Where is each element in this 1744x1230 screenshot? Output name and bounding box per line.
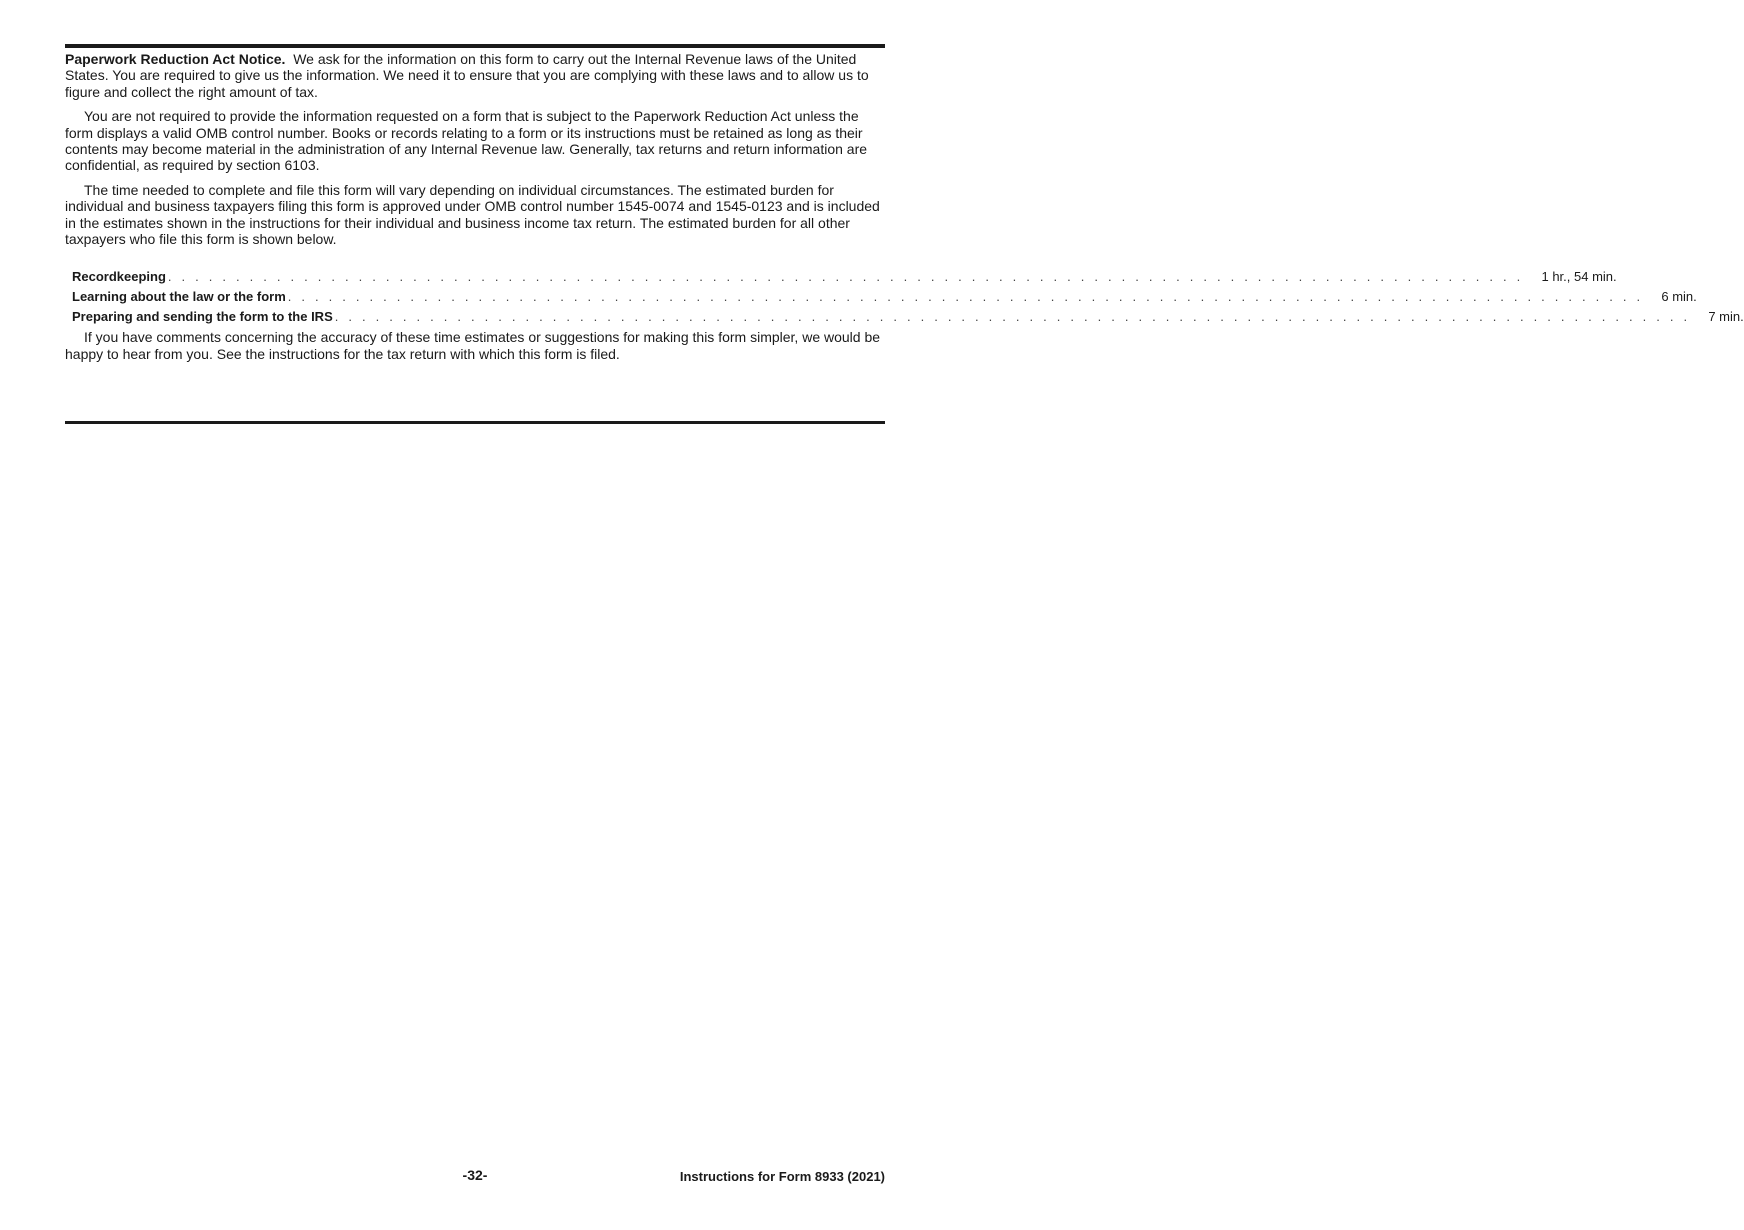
burden-label: Preparing and sending the form to the IRS (72, 309, 333, 325)
top-rule (65, 44, 885, 48)
burden-row-preparing (72, 309, 1744, 329)
burden-row-learning (72, 289, 1697, 309)
notice-heading: Paperwork Reduction Act Notice. (65, 51, 286, 67)
leader-dots: . . . . . . . . . . . . . . . . . . . . . . . . . . . . . . . . . . . . . . . . . . . . . . . . . . . . . . . . . . . . . . . . . . . . . . . . . . . . . . . . . . . . . . . . . . . . . . . . . . . . (334, 309, 1691, 325)
notice-paragraph-1 (65, 51, 887, 100)
burden-value: 7 min. (1708, 309, 1744, 325)
footer-form-title: Instructions for Form 8933 (2021) (679, 1169, 885, 1184)
notice-intro-text: We ask for the information on this form to carry out the Internal Revenue laws of the United States. You are required to give us the information. We need it to ensure that you are complying with these laws and to allow us to figure and collect the right amount of tax. (65, 51, 869, 100)
notice-paragraph-2: You are not required to provide the information requested on a form that is subject to the Paperwork Reduction Act unless the form displays a valid OMB control number. Books or records relating to a form or its instructions must be retained as long as their contents may become material in the administration of any Internal Revenue law. Generally, tax returns and return information are confidential, as required by section 6103. (65, 108, 868, 174)
leader-dots: . . . . . . . . . . . . . . . . . . . . . . . . . . . . . . . . . . . . . . . . . . . . . . . . . . . . . . . . . . . . . . . . . . . . . . . . . . . . . . . . . . . . . . . . . . . . . . . . . . . . (167, 269, 1524, 285)
burden-value: 1 hr., 54 min. (1541, 269, 1617, 285)
leader-dots: . . . . . . . . . . . . . . . . . . . . . . . . . . . . . . . . . . . . . . . . . . . . . . . . . . . . . . . . . . . . . . . . . . . . . . . . . . . . . . . . . . . . . . . . . . . . . . . . . . . . (287, 289, 1644, 305)
page-number: -32- (462, 1167, 488, 1183)
burden-row-recordkeeping (72, 269, 1617, 289)
bottom-rule (65, 421, 885, 424)
notice-paragraph-3: The time needed to complete and file this form will vary depending on individual circumstances. The estimated burden for individual and business taxpayers filing this form is approved under OMB control number 1545-0074 and 1545-0123 and is included in the estimates shown in the instructions for their individual and business income tax return. The estimated burden for all other taxpayers who file this form is shown below. (65, 181, 880, 248)
burden-label: Learning about the law or the form (72, 289, 286, 305)
burden-value: 6 min. (1661, 289, 1697, 305)
burden-table (72, 269, 1744, 329)
notice-body (65, 51, 1744, 370)
burden-label: Recordkeeping (72, 269, 166, 285)
notice-closing-paragraph: If you have comments concerning the accuracy of these time estimates or suggestions for making this form simpler, we would be happy to hear from you. See the instructions for the tax return with which this form is filed. (65, 329, 881, 362)
